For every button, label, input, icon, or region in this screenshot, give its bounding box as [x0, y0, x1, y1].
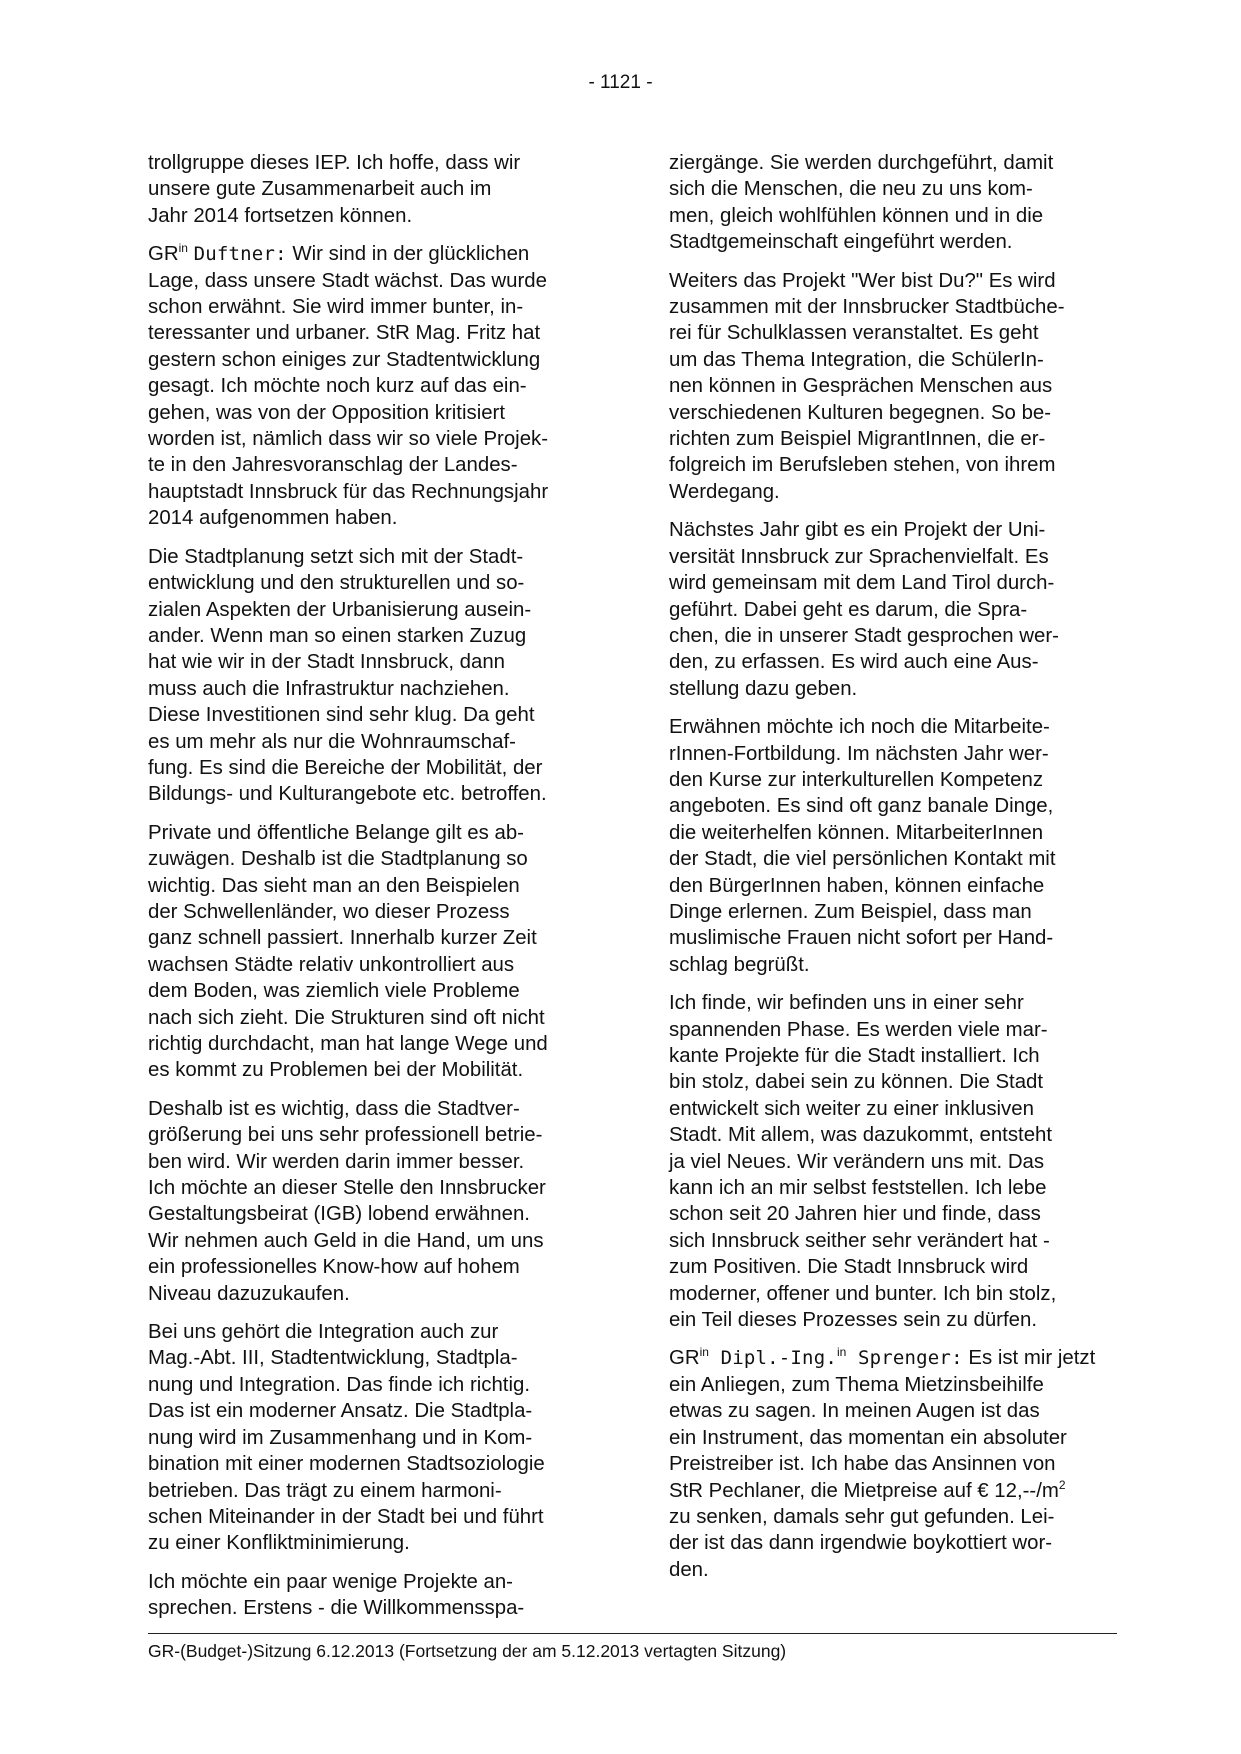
- paragraph: Weiters das Projekt "Wer bist Du?" Es wird zusammen mit der Innsbrucker Stadtbüche- rei für Schulklassen veranstaltet. Es geht um das Thema Integration, die SchülerIn- nen können in Gesprächen Menschen aus verschiedenen Kulturen begegnen. So be- richten zum Beispiel MigrantInnen, die er- folgreich im Berufsleben stehen, von ihrem Werdegang.: [669, 269, 1065, 503]
- paragraph: Die Stadtplanung setzt sich mit der Stadt- entwicklung und den strukturellen und so- zialen Aspekten der Urbanisierung ausein- ander. Wenn man so einen starken Zuzug hat wie wir in der Stadt Innsbruck, dann muss auch die Infrastruktur nachziehen. Diese Investitionen sind sehr klug. Da geht es um mehr als nur die Wohnraumschaf- fung. Es sind die Bereiche der Mobilität, der Bildungs- und Kulturangebote etc. betroffen.: [148, 545, 547, 806]
- square-superscript: 2: [1058, 1477, 1066, 1492]
- paragraph-speaker-duftner: [148, 241, 596, 531]
- paragraph: Bei uns gehört die Integration auch zur Mag.-Abt. III, Stadtentwicklung, Stadtpla- nung und Integration. Das finde ich richtig. Das ist ein moderner Ansatz. Die Stadtpla- nung wird im Zusammenhang und in Kom- bination mit einer modernen Stadtsoziologie betrieben. Das trägt zu einem harmoni- schen Miteinander in der Stadt bei und führt zu einer Konfliktminimierung.: [148, 1321, 545, 1555]
- paragraph-text: Wir sind in der glücklichen Lage, dass unsere Stadt wächst. Das wurde schon erwähnt. Sie wird immer bunter, in- teressanter und urbaner. StR Mag. Fritz hat gestern schon einiges zur Stadtentwicklung gesagt. Ich möchte noch kurz auf das ein- gehen, was von der Opposition kritisiert worden ist, nämlich dass wir so viele Projek- te in den Jahresvoranschlag der Landes- hauptstadt Innsbruck für das Rechnungsjahr 2014 aufgenommen haben.: [148, 243, 549, 530]
- paragraph: Ich möchte ein paar wenige Projekte an- sprechen. Erstens - die Willkommensspa-: [148, 1570, 525, 1620]
- page-number: - 1121 -: [588, 72, 653, 93]
- left-column: [148, 150, 596, 1634]
- paragraph: ziergänge. Sie werden durchgeführt, damit sich die Menschen, die neu zu uns kom- men, gleich wohlfühlen können und in die Stadtgemeinschaft eingeführt werden.: [669, 152, 1054, 254]
- right-column: [669, 150, 1117, 1595]
- paragraph-text: Es ist mir jetzt ein Anliegen, zum Thema Mietzinsbeihilfe etwas zu sagen. In meinen Augen ist das ein Instrument, das momentan ein absoluter Preistreiber ist. Ich habe das Ansinnen von StR Pechlaner, die Mietpreise auf € 12,--/m: [669, 1347, 1096, 1502]
- paragraph: trollgruppe dieses IEP. Ich hoffe, dass wir unsere gute Zusammenarbeit auch im Jahr 2014 fortsetzen können.: [148, 152, 521, 227]
- paragraph: Nächstes Jahr gibt es ein Projekt der Uni- versität Innsbruck zur Sprachenvielfalt. Es wird gemeinsam mit dem Land Tirol durch- geführt. Dabei geht es darum, die Spra- chen, die in unserer Stadt gesprochen wer- den, zu erfassen. Es wird auch eine Aus- stellung dazu geben.: [669, 519, 1059, 700]
- paragraph-speaker-sprenger: [669, 1345, 1117, 1583]
- gr-superscript: in: [699, 1345, 709, 1360]
- speaker-title: Dipl.-Ing.: [708, 1347, 837, 1370]
- speaker-name: Duftner:: [193, 243, 287, 266]
- paragraph: Deshalb ist es wichtig, dass die Stadtver- größerung bei uns sehr professionell betrie- ben wird. Wir werden darin immer besser. Ich möchte an dieser Stelle den Innsbrucker Gestaltungsbeirat (IGB) lobend erwähnen. Wir nehmen auch Geld in die Hand, um uns ein professionelles Know-how auf hohem Niveau dazuzukaufen.: [148, 1097, 546, 1305]
- gr-superscript: in: [178, 241, 188, 256]
- footer-divider: [148, 1633, 1117, 1634]
- speaker-name: Sprenger:: [846, 1347, 963, 1370]
- paragraph: Erwähnen möchte ich noch die Mitarbeite- rInnen-Fortbildung. Im nächsten Jahr wer- den Kurse zur interkulturellen Kompetenz angeboten. Es sind oft ganz banale Dinge, die weiterhelfen können. MitarbeiterInnen der Stadt, die viel persönlichen Kontakt mit den BürgerInnen haben, können einfache Dinge erlernen. Zum Beispiel, dass man muslimische Frauen nicht sofort per Hand- schlag begrüßt.: [669, 716, 1056, 976]
- gr-label: GR: [148, 243, 179, 266]
- paragraph: Ich finde, wir befinden uns in einer sehr spannenden Phase. Es werden viele mar- kante Projekte für die Stadt installiert. Ich bin stolz, dabei sein zu können. Die Stadt entwickelt sich weiter zu einer inklusiven Stadt. Mit allem, was dazukommt, entsteht ja viel Neues. Wir verändern uns mit. Das kann ich an mir selbst feststellen. Ich lebe schon seit 20 Jahren hier und finde, dass sich Innsbruck seither sehr verändert hat - zum Positiven. Die Stadt Innsbruck wird moderner, offener und bunter. Ich bin stolz, ein Teil dieses Prozesses sein zu dürfen.: [669, 992, 1057, 1332]
- paragraph: Private und öffentliche Belange gilt es ab- zuwägen. Deshalb ist die Stadtplanung so wichtig. Das sieht man an den Beispielen der Schwellenländer, wo dieser Prozess ganz schnell passiert. Innerhalb kurzer Zeit wachsen Städte relativ unkontrolliert aus dem Boden, was ziemlich viele Probleme nach sich zieht. Die Strukturen sind oft nicht richtig durchdacht, man hat lange Wege und es kommt zu Problemen bei der Mobilität.: [148, 821, 548, 1082]
- title-superscript: in: [836, 1345, 847, 1360]
- footer-text: GR-(Budget-)Sitzung 6.12.2013 (Fortsetzung der am 5.12.2013 vertagten Sitzung): [148, 1641, 787, 1661]
- paragraph-text-continued: zu senken, damals sehr gut gefunden. Lei- der ist das dann irgendwie boykottiert wor- den.: [669, 1505, 1055, 1581]
- gr-label: GR: [669, 1347, 700, 1370]
